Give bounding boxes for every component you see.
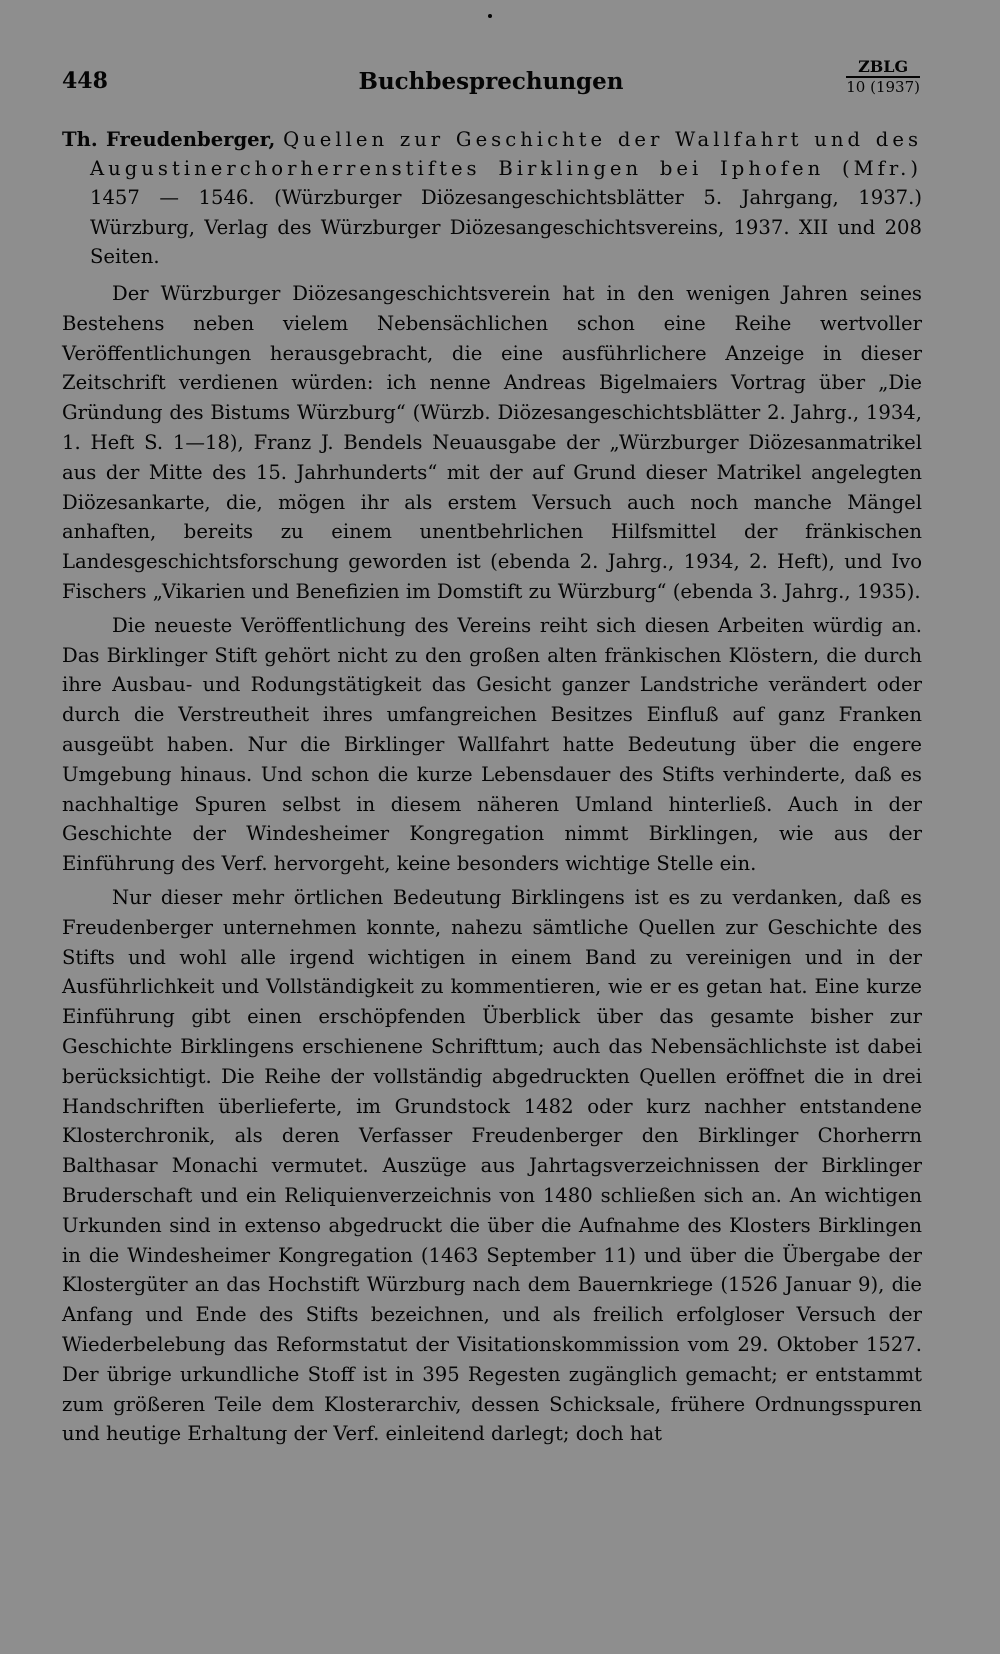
book-author: Th. Freudenberger, xyxy=(62,128,276,151)
book-title: Quellen zur Geschichte der Wallfahrt und des Augustinerchorherrenstiftes Birklingen bei Iphofen (Mfr.) xyxy=(90,128,922,181)
book-citation xyxy=(62,125,922,271)
book-details: 1457 — 1546. (Würzburger Diözesangeschichtsblätter 5. Jahrgang, 1937.) Würzburg, Verlag des Würzburger Diözesangeschichtsvereins, 1937. XII und 208 Seiten. xyxy=(90,186,922,268)
running-title: Buchbesprechungen xyxy=(358,68,624,95)
journal-mark xyxy=(846,58,920,96)
review-paragraph-2: Die neueste Veröffentlichung des Vereins reiht sich diesen Arbeiten würdig an. Das Birklinger Stift gehört nicht zu den großen alten fränkischen Klöstern, die durch ihre Ausbau- und Rodungstätigkeit das Gesicht ganzer Landstriche verändert oder durch die Verstreutheit ihres umfangreichen Besitzes Einfluß auf ganz Franken ausgeübt haben. Nur die Birklinger Wallfahrt hatte Bedeutung über die engere Umgebung hinaus. Und schon die kurze Lebensdauer des Stifts verhinderte, daß es nachhaltige Spuren selbst in diesem näheren Umland hinterließ. Auch in der Geschichte der Windesheimer Kongregation nimmt Birklingen, wie aus der Einführung des Verf. hervorgeht, keine besonders wichtige Stelle ein. xyxy=(62,613,922,876)
journal-issue: 10 (1937) xyxy=(846,78,920,96)
page-header xyxy=(62,58,920,108)
review-paragraph-1: Der Würzburger Diözesangeschichtsverein hat in den wenigen Jahren seines Bestehens neben vielem Nebensächlichen schon eine Reihe wertvoller Veröffentlichungen herausgebracht, die eine ausführlichere Anzeige in dieser Zeitschrift verdienen würden: ich nenne Andreas Bigelmaiers Vortrag über „Die Gründung des Bistums Würzburg“ (Würzb. Diözesangeschichtsblätter 2. Jahrg., 1934, 1. Heft S. 1—18), Franz J. Bendels Neuausgabe der „Würzburger Diözesanmatrikel aus der Mitte des 15. Jahrhunderts“ mit der auf Grund dieser Matrikel angelegten Diözesankarte, die, mögen ihr als erstem Versuch auch noch manche Mängel anhaften, bereits zu einem unentbehrlichen Hilfsmittel der fränkischen Landesgeschichtsforschung geworden ist (ebenda 2. Jahrg., 1934, 2. Heft), und Ivo Fischers „Vikarien und Benefizien im Domstift zu Würzburg“ (ebenda 3. Jahrg., 1935). xyxy=(62,282,922,603)
review-content xyxy=(62,125,922,1453)
journal-abbreviation: ZBLG xyxy=(846,58,920,78)
review-paragraph-3: Nur dieser mehr örtlichen Bedeutung Birklingens ist es zu verdanken, daß es Freudenberger unternehmen konnte, nahezu sämtliche Quellen zur Geschichte des Stifts und wohl alle irgend wichtigen in einem Band zu vereinigen und in der Ausführlichkeit und Vollständigkeit zu kommentieren, wie er es getan hat. Eine kurze Einführung gibt einen erschöpfenden Überblick über das gesamte bisher zur Geschichte Birklingens erschienene Schrifttum; auch das Nebensächlichste ist dabei berücksichtigt. Die Reihe der vollständig abgedruckten Quellen eröffnet die in drei Handschriften überlieferte, im Grundstock 1482 oder kurz nachher entstandene Klosterchronik, als deren Verfasser Freudenberger den Birklinger Chorherrn Balthasar Monachi vermutet. Auszüge aus Jahrtagsverzeichnissen der Birklinger Bruderschaft und ein Reliquienverzeichnis von 1480 schließen sich an. An wichtigen Urkunden sind in extenso abgedruckt die über die Aufnahme des Klosters Birklingen in die Windesheimer Kongregation (1463 September 11) und über die Übergabe der Klostergüter an das Hochstift Würzburg nach dem Bauernkriege (1526 Januar 9), die Anfang und Ende des Stifts bezeichnen, und als freilich erfolgloser Versuch der Wiederbelebung das Reformstatut der Visitationskommission vom 29. Oktober 1527. Der übrige urkundliche Stoff ist in 395 Regesten zugänglich gemacht; er entstammt zum größeren Teile dem Klosterarchiv, dessen Schicksale, frühere Ordnungsspuren und heutige Erhaltung der Verf. einleitend darlegt; doch hat xyxy=(62,885,922,1446)
page-number: 448 xyxy=(62,68,108,94)
scan-dot xyxy=(488,14,492,18)
